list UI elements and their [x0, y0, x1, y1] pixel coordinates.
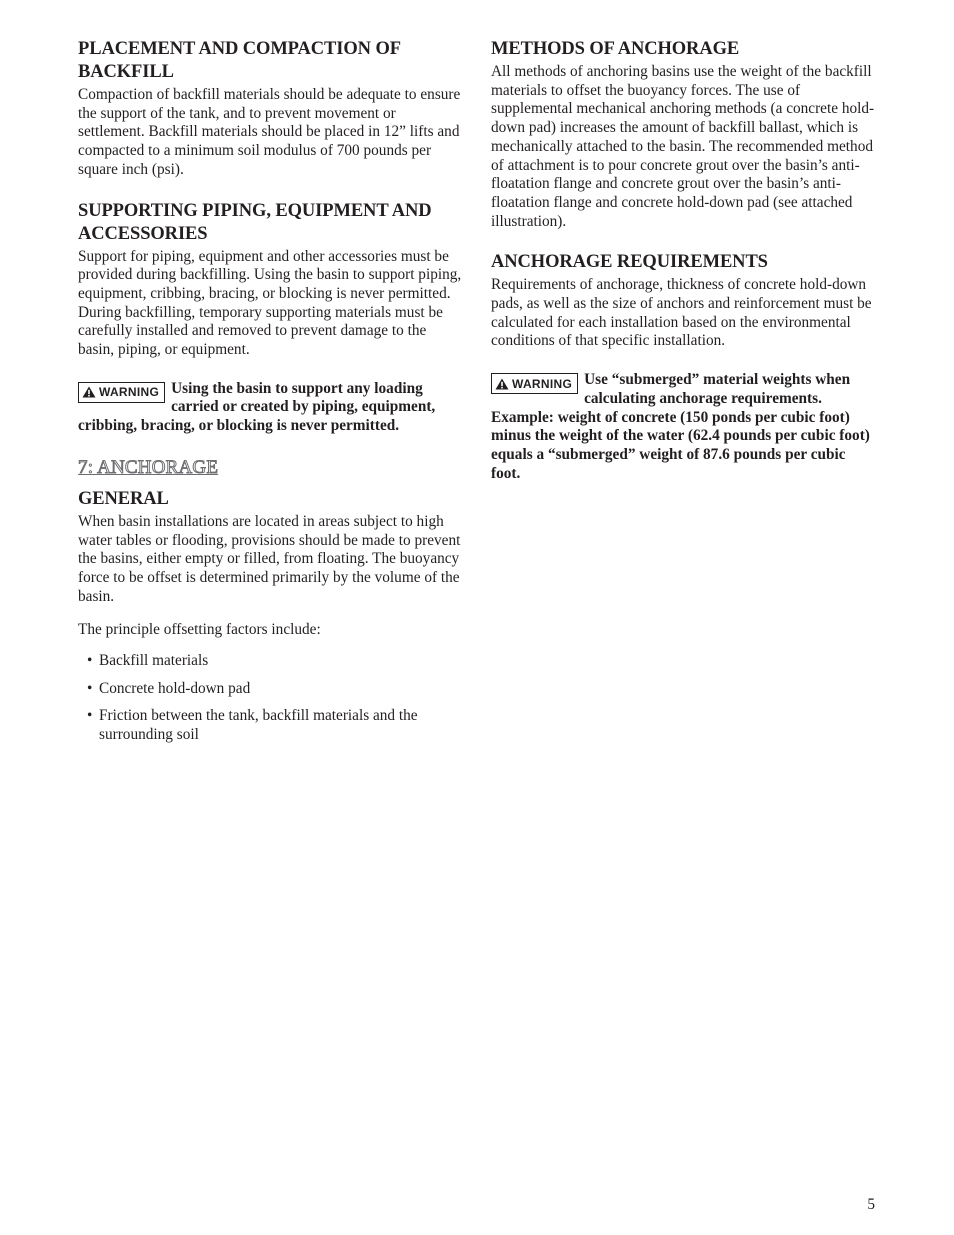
bullet-icon: • [87, 652, 93, 670]
requirements-body: Requirements of anchorage, thickness of concrete hold-down pads, as well as the size of anchors and reinforcement must be calculated for each installation based on the environmental conditions of that specific installation. [491, 276, 872, 350]
general-body: When basin installations are located in areas subject to high water tables or flooding, provisions should be made to prevent the basins, either empty or filled, from floating. The buoyancy force to be offset is determined primarily by the volume of the basin. [78, 512, 461, 605]
offsetting-factors-list [78, 652, 464, 745]
requirements-heading: ANCHORAGE REQUIREMENTS [491, 252, 768, 273]
list-item: • Concrete hold-down pad [87, 679, 251, 697]
warning-label: WARNING [512, 376, 573, 391]
warning-block-left [78, 380, 464, 436]
methods-heading: METHODS OF ANCHORAGE [491, 39, 740, 59]
warning-triangle-icon [495, 378, 509, 390]
general-heading: GENERAL [78, 488, 169, 509]
warning-badge [491, 373, 578, 394]
warning-triangle-icon [82, 386, 96, 398]
supporting-body: Support for piping, equipment and other accessories must be provided during backfilling. Using the basin to support piping, equipment, cribbing, bracing, or blocking is never permitted. During backfilling, temporary supporting materials must be carefully installed and removed to prevent damage to the basin, piping, or equipment. [78, 247, 462, 359]
methods-body: All methods of anchoring basins use the weight of the backfill materials to offset the buoyancy forces. The use of supplemental mechanical anchoring methods (a concrete hold-down pad) increases the amount of backfill ballast, which is mechanically attached to the basin. The recommended method of attachment is to pour concrete grout over the basin’s anti-floatation flange and concrete grout over the basin’s anti-floatation flange and concrete hold-down pad (see attached illustration). [491, 63, 875, 230]
section-title: 7: ANCHORAGE [78, 456, 219, 478]
placement-body: Compaction of backfill materials should be adequate to ensure the support of the tank, and to prevent movement or settlement. Backfill materials should be placed in 12” lifts and compacted to a minimum soil modulus of 700 pounds per square inch (psi). [78, 86, 461, 178]
list-item: • Friction between the tank, backfill materials and the surrounding soil [87, 707, 418, 744]
list-item: • Backfill materials [87, 652, 209, 670]
placement-heading: PLACEMENT AND COMPACTION OF BACKFILL [78, 39, 401, 82]
warning-text: Using the basin to support any loading carried or created by piping, equipment, cribbing, bracing, or blocking is never permitted. [78, 379, 436, 435]
bullet-icon: • [87, 679, 93, 697]
warning-label: WARNING [99, 385, 160, 400]
right-column [491, 38, 877, 483]
warning-badge [78, 382, 165, 403]
general-intro: The principle offsetting factors include: [78, 621, 321, 639]
warning-text: Use “submerged” material weights when calculating anchorage requirements. Example: weight of concrete (150 ponds per cubic foot) minus the weight of the water (62.4 pounds per cubic foot) equals a “submerged” weight of 87.6 pounds per cubic foot. [491, 371, 870, 482]
warning-block-right [491, 371, 877, 483]
supporting-heading: SUPPORTING PIPING, EQUIPMENT AND ACCESSORIES [78, 200, 432, 244]
bullet-icon: • [87, 707, 93, 725]
left-column [78, 38, 464, 754]
page-number: 5 [867, 1196, 875, 1213]
